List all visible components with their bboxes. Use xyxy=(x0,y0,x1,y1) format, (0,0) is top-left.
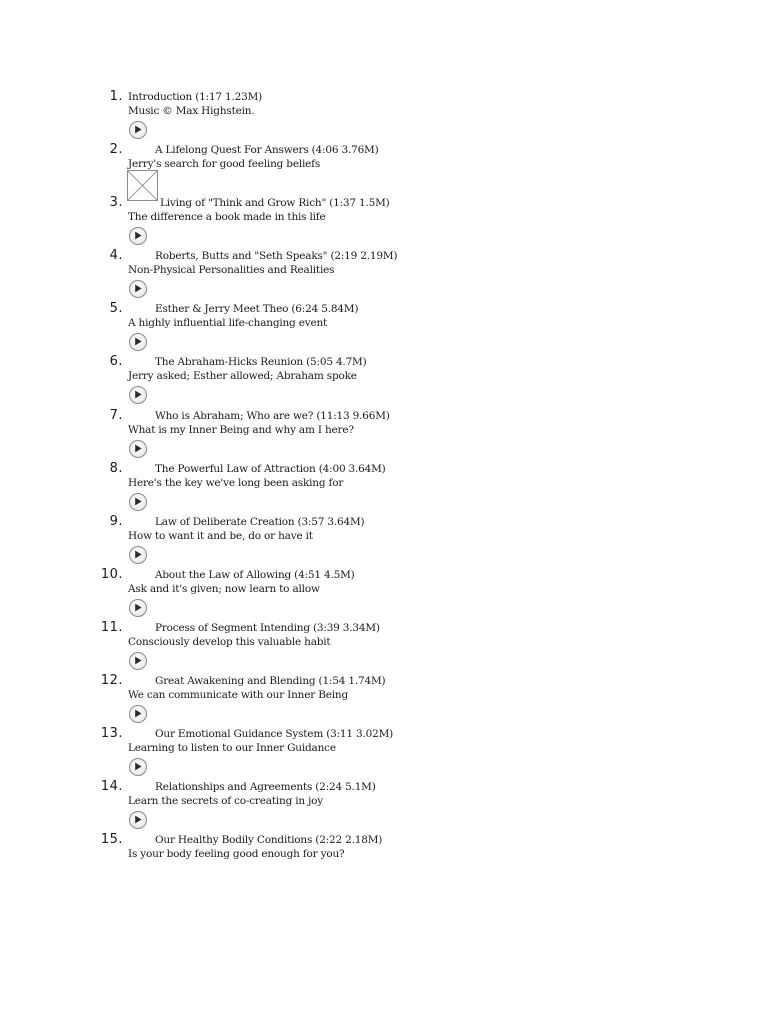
track-description: Consciously develop this valuable habit xyxy=(128,635,331,648)
track-number: 8. xyxy=(109,460,123,476)
track-number: 4. xyxy=(109,248,123,264)
track-description: How to want it and be, do or have it xyxy=(128,529,313,542)
track-title: Roberts, Butts and "Seth Speaks" (2:19 2.19M) xyxy=(155,250,398,263)
track-number: 6. xyxy=(109,354,123,370)
track-item xyxy=(0,301,768,354)
track-number: 9. xyxy=(109,513,123,529)
track-item xyxy=(0,354,768,407)
play-icon[interactable] xyxy=(129,758,147,776)
track-title: Process of Segment Intending (3:39 3.34M) xyxy=(155,621,380,634)
track-item xyxy=(0,248,768,301)
track-description: Non-Physical Personalities and Realities xyxy=(128,264,335,277)
track-title: Esther & Jerry Meet Theo (6:24 5.84M) xyxy=(155,303,359,316)
track-number: 13. xyxy=(100,726,123,742)
play-icon[interactable] xyxy=(129,546,147,564)
track-item xyxy=(0,779,768,832)
track-item xyxy=(0,142,768,195)
track-item xyxy=(0,620,768,673)
track-description: Learning to listen to our Inner Guidance xyxy=(128,742,336,755)
track-item xyxy=(0,832,768,885)
play-icon[interactable] xyxy=(129,493,147,511)
track-item xyxy=(0,567,768,620)
track-description: Is your body feeling good enough for you? xyxy=(128,848,345,861)
track-item xyxy=(0,89,768,142)
play-icon[interactable] xyxy=(129,386,147,404)
track-title: Law of Deliberate Creation (3:57 3.64M) xyxy=(155,515,365,528)
track-number: 3. xyxy=(109,195,123,211)
track-number: 7. xyxy=(109,407,123,423)
track-title: Great Awakening and Blending (1:54 1.74M) xyxy=(155,675,386,688)
track-number: 10. xyxy=(100,566,123,582)
track-number: 15. xyxy=(100,832,123,848)
track-number: 14. xyxy=(100,779,123,795)
track-description: Jerry asked; Esther allowed; Abraham spoke xyxy=(128,370,357,383)
play-icon[interactable] xyxy=(129,599,147,617)
track-item xyxy=(0,461,768,514)
track-title: About the Law of Allowing (4:51 4.5M) xyxy=(155,568,355,581)
track-description: We can communicate with our Inner Being xyxy=(128,689,348,702)
track-number: 12. xyxy=(100,673,123,689)
track-title: A Lifelong Quest For Answers (4:06 3.76M) xyxy=(155,144,379,157)
play-icon[interactable] xyxy=(129,811,147,829)
track-title: The Powerful Law of Attraction (4:00 3.64M) xyxy=(155,462,386,475)
play-icon[interactable] xyxy=(129,705,147,723)
track-title: Relationships and Agreements (2:24 5.1M) xyxy=(155,781,376,794)
track-title: Living of "Think and Grow Rich" (1:37 1.5M) xyxy=(160,197,390,210)
play-icon[interactable] xyxy=(129,652,147,670)
track-description: Learn the secrets of co-creating in joy xyxy=(128,795,323,808)
track-item xyxy=(0,408,768,461)
track-item xyxy=(0,726,768,779)
track-description: Here's the key we've long been asking for xyxy=(128,476,344,489)
track-number: 5. xyxy=(109,301,123,317)
track-description: Jerry's search for good feeling beliefs xyxy=(128,158,321,171)
track-title: Our Healthy Bodily Conditions (2:22 2.18M) xyxy=(155,834,383,847)
track-description: Ask and it's given; now learn to allow xyxy=(128,582,320,595)
track-description: Music © Max Highstein. xyxy=(128,105,255,117)
track-title: Introduction (1:17 1.23M) xyxy=(128,91,263,103)
track-item xyxy=(0,195,768,248)
track-number: 1. xyxy=(109,89,123,104)
track-item xyxy=(0,514,768,567)
track-title: The Abraham-Hicks Reunion (5:05 4.7M) xyxy=(155,356,367,369)
play-icon[interactable] xyxy=(129,227,147,245)
play-icon[interactable] xyxy=(129,333,147,351)
track-description: The difference a book made in this life xyxy=(128,211,326,224)
play-icon[interactable] xyxy=(129,440,147,458)
play-icon[interactable] xyxy=(129,280,147,298)
track-title: Who is Abraham; Who are we? (11:13 9.66M) xyxy=(155,409,390,422)
track-description: A highly influential life-changing event xyxy=(128,317,328,330)
track-description: What is my Inner Being and why am I here? xyxy=(128,423,354,436)
track-number: 2. xyxy=(109,142,123,158)
track-item xyxy=(0,673,768,726)
track-list xyxy=(0,89,768,885)
track-title: Our Emotional Guidance System (3:11 3.02M) xyxy=(155,728,394,741)
track-number: 11. xyxy=(100,619,123,635)
play-icon[interactable] xyxy=(129,121,147,139)
